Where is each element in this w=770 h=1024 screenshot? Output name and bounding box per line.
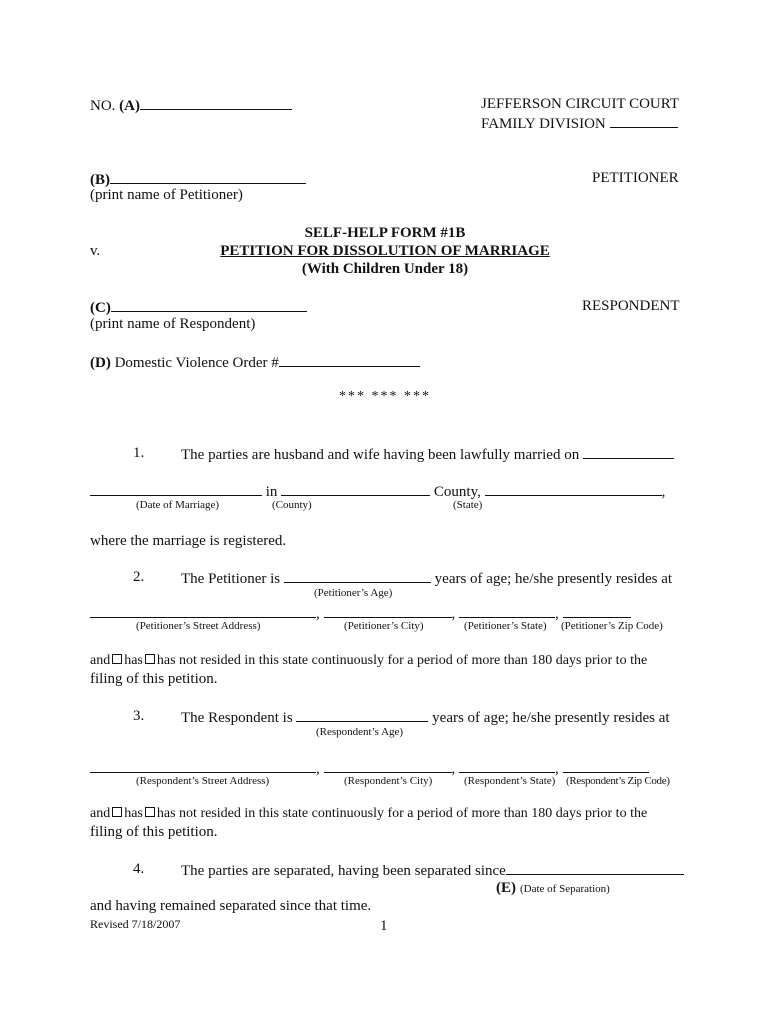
tag-c: (C) <box>90 300 111 316</box>
respondent-line <box>90 298 307 317</box>
respondent-print-name: (print name of Respondent) <box>90 316 256 332</box>
respondent-residency-line <box>90 806 647 822</box>
item2-tail: years of age; he/she presently resides at <box>434 571 673 587</box>
page-number: 1 <box>380 918 388 934</box>
marriage-state-field[interactable] <box>485 482 662 496</box>
petitioner-residency-end: filing of this petition. <box>90 671 218 687</box>
family-division-line <box>481 114 678 133</box>
respondent-residency-end: filing of this petition. <box>90 824 218 840</box>
case-number-line <box>90 96 292 115</box>
separation-caption <box>496 879 610 897</box>
respondent-age-field[interactable] <box>296 708 428 722</box>
petitioner-has-checkbox[interactable] <box>112 654 122 664</box>
petitioner-city-field[interactable] <box>324 604 452 618</box>
respondent-has-checkbox[interactable] <box>112 807 122 817</box>
dvo-line <box>90 353 420 372</box>
tag-a: (A) <box>119 98 140 114</box>
item2-lead: The Petitioner is <box>181 571 281 587</box>
caption-petitioner-state: (Petitioner’s State) <box>464 620 547 632</box>
respondent-street-field[interactable] <box>90 759 316 773</box>
dvo-number-field[interactable] <box>279 353 420 367</box>
residency-and: and <box>90 806 111 821</box>
respondent-city-field[interactable] <box>324 759 452 773</box>
case-number-field[interactable] <box>140 96 292 110</box>
caption-respondent-street: (Respondent’s Street Address) <box>136 775 270 787</box>
comma-mark: , <box>661 484 666 500</box>
form-number: SELF-HELP FORM #1B <box>304 225 466 241</box>
caption-respondent-zip: (Respondent’s Zip Code) <box>566 775 670 787</box>
petitioner-role: PETITIONER <box>592 170 679 186</box>
in-label: in <box>265 484 278 500</box>
petitioner-print-name: (print name of Petitioner) <box>90 187 243 203</box>
petitioner-age-field[interactable] <box>284 569 431 583</box>
division-field[interactable] <box>610 114 678 128</box>
caption-petitioner-street: (Petitioner’s Street Address) <box>136 620 261 632</box>
caption-petitioner-city: (Petitioner’s City) <box>344 620 424 632</box>
residency-text: has not resided in this state continuously for a period of more than 180 days prior to the <box>156 653 648 668</box>
caption-county: (County) <box>272 499 312 511</box>
item4-text: The parties are separated, having been separated since <box>181 863 506 879</box>
residency-and: and <box>90 653 111 668</box>
item2-line <box>181 569 672 588</box>
residency-text: has not resided in this state continuously for a period of more than 180 days prior to the <box>156 806 648 821</box>
respondent-address-line: , , , <box>90 759 649 778</box>
respondent-state-field[interactable] <box>459 759 555 773</box>
item4-line <box>181 861 684 880</box>
petitioner-has-not-checkbox[interactable] <box>145 654 155 664</box>
versus-label: v. <box>90 243 101 259</box>
caption-date-of-separation: (Date of Separation) <box>520 883 610 895</box>
item1-text: The parties are husband and wife having been lawfully married on <box>181 447 580 463</box>
item1-number: 1. <box>133 445 145 461</box>
respondent-zip-field[interactable] <box>563 759 649 773</box>
petitioner-name-field[interactable] <box>110 170 306 184</box>
respondent-role: RESPONDENT <box>582 298 680 314</box>
caption-petitioner-age: (Petitioner’s Age) <box>314 587 393 599</box>
item3-lead: The Respondent is <box>181 710 293 726</box>
residency-has: has <box>124 653 143 668</box>
marriage-date-continued-field[interactable] <box>90 482 262 496</box>
petitioner-residency-line <box>90 653 647 669</box>
no-label: NO. <box>90 98 116 114</box>
marriage-registered: where the marriage is registered. <box>90 533 287 549</box>
petitioner-zip-field[interactable] <box>563 604 631 618</box>
petitioner-state-field[interactable] <box>459 604 555 618</box>
caption-respondent-state: (Respondent’s State) <box>464 775 556 787</box>
separation-date-field[interactable] <box>506 861 684 875</box>
respondent-has-not-checkbox[interactable] <box>145 807 155 817</box>
marriage-date-field[interactable] <box>583 445 674 459</box>
tag-e: (E) <box>496 880 516 896</box>
petitioner-address-line: , , , <box>90 604 631 623</box>
caption-respondent-age: (Respondent’s Age) <box>316 726 404 738</box>
tag-b: (B) <box>90 172 110 188</box>
respondent-name-field[interactable] <box>111 298 307 312</box>
dvo-label: Domestic Violence Order # <box>114 355 279 371</box>
item3-line <box>181 708 670 727</box>
item3-number: 3. <box>133 708 145 724</box>
item4-number: 4. <box>133 861 145 877</box>
form-title: PETITION FOR DISSOLUTION OF MARRIAGE <box>220 243 550 259</box>
separated-since: and having remained separated since that time. <box>90 898 372 914</box>
caption-respondent-city: (Respondent’s City) <box>344 775 433 787</box>
form-subtitle: (With Children Under 18) <box>301 261 469 277</box>
item1-line <box>181 445 674 464</box>
marriage-county-field[interactable] <box>281 482 430 496</box>
section-separator: *** *** *** <box>339 389 431 404</box>
caption-date-of-marriage: (Date of Marriage) <box>136 499 220 511</box>
revised-date: Revised 7/18/2007 <box>90 917 181 931</box>
court-name: JEFFERSON CIRCUIT COURT <box>481 96 680 112</box>
item3-tail: years of age; he/she presently resides at <box>432 710 670 726</box>
caption-state: (State) <box>453 499 483 511</box>
residency-has: has <box>124 806 143 821</box>
division-label: FAMILY DIVISION <box>481 116 606 132</box>
petitioner-street-field[interactable] <box>90 604 316 618</box>
item2-number: 2. <box>133 569 145 585</box>
caption-petitioner-zip: (Petitioner’s Zip Code) <box>561 620 663 632</box>
county-label: County, <box>433 484 481 500</box>
tag-d: (D) <box>90 355 111 371</box>
